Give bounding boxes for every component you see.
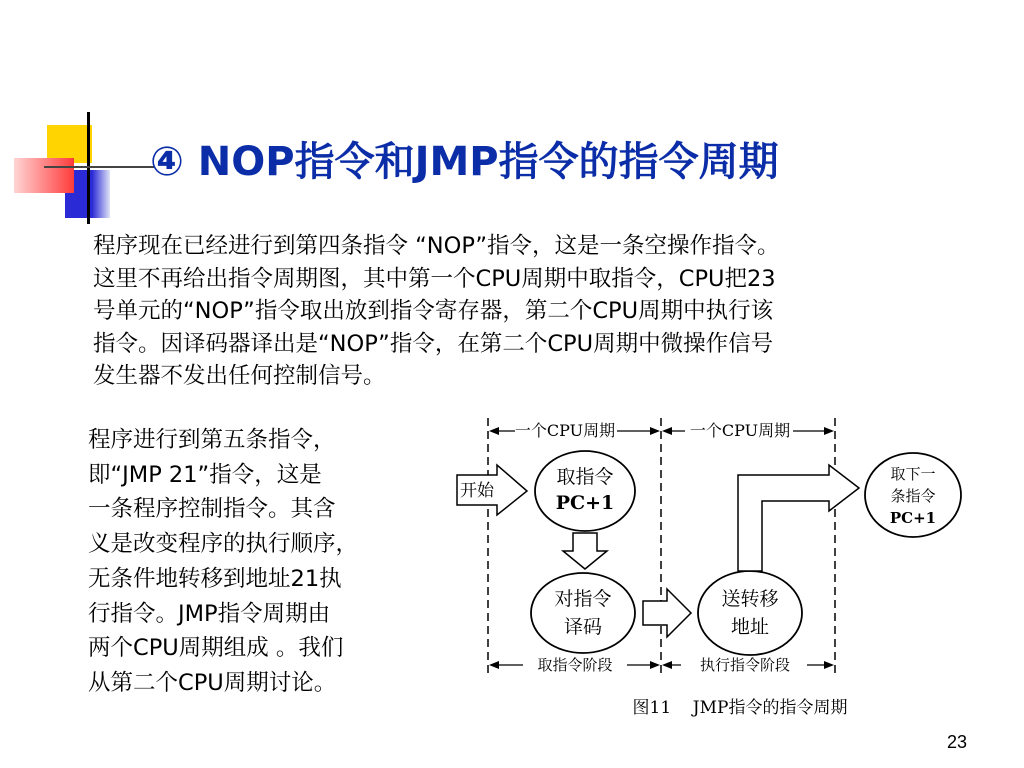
next-node-line1: 取下一	[890, 465, 936, 483]
deco-vertical-line	[87, 112, 90, 224]
down-arrow	[563, 533, 607, 569]
paragraph-line: 程序进行到第五条指令，	[88, 427, 336, 453]
paragraph-line: 从第二个CPU周期讨论。	[88, 669, 337, 696]
paragraph-line: 程序现在已经进行到第四条指令 “NOP”指令，这是一条空操作指令。	[93, 233, 780, 259]
paragraph-line: 两个CPU周期组成 。我们	[88, 635, 344, 662]
transfer-node-line2: 地址	[730, 616, 770, 638]
next-node-line3: PC+1	[889, 509, 937, 527]
right-arrow	[643, 589, 691, 637]
cycle2-label: 一个CPU周期	[689, 421, 791, 440]
fetch-node-line1: 取指令	[556, 466, 614, 488]
paragraph-line: 发生器不发出任何控制信号。	[93, 363, 386, 389]
paragraph-line: 无条件地转移到地址21执	[88, 565, 342, 592]
decode-node-line1: 对指令	[554, 588, 612, 610]
paragraph-nop	[93, 230, 780, 393]
transfer-node-line1: 送转移	[721, 588, 779, 610]
transfer-node	[698, 571, 802, 655]
deco-horizontal-line	[44, 166, 154, 168]
paragraph-line: 行指令。JMP指令周期由	[88, 600, 331, 627]
jmp-cycle-diagram	[455, 413, 975, 723]
paragraph-line: 义是改变程序的执行顺序，	[88, 531, 359, 558]
slide-title: ④ NOP指令和JMP指令的指令周期	[150, 139, 779, 185]
phase2-label: 执行指令阶段	[699, 656, 791, 674]
paragraph-line: 这里不再给出指令周期图，其中第一个CPU周期中取指令，CPU把23	[93, 265, 776, 292]
slide-number: 23	[946, 732, 967, 752]
next-node-line2: 条指令	[890, 487, 936, 505]
decode-node-line2: 译码	[563, 616, 603, 638]
paragraph-jmp	[88, 423, 358, 701]
deco-red-block	[14, 158, 74, 193]
fetch-node-line2: PC+1	[555, 492, 615, 514]
fetch-node	[535, 451, 635, 531]
paragraph-line: 即“JMP 21”指令，这是	[88, 461, 322, 488]
paragraph-line: 指令。因译码器译出是“NOP”指令，在第二个CPU周期中微操作信号	[93, 330, 774, 357]
bent-arrow	[738, 465, 859, 571]
paragraph-line: 号单元的“NOP”指令取出放到指令寄存器，第二个CPU周期中执行该	[93, 298, 774, 324]
start-label: 开始	[460, 481, 494, 501]
cycle1-label: 一个CPU周期	[514, 421, 616, 440]
phase1-label: 取指令阶段	[537, 656, 613, 674]
diagram-caption: 图11 JMP指令的指令周期	[632, 698, 848, 718]
decode-node	[531, 573, 635, 653]
paragraph-line: 一条程序控制指令。其含	[88, 496, 336, 523]
